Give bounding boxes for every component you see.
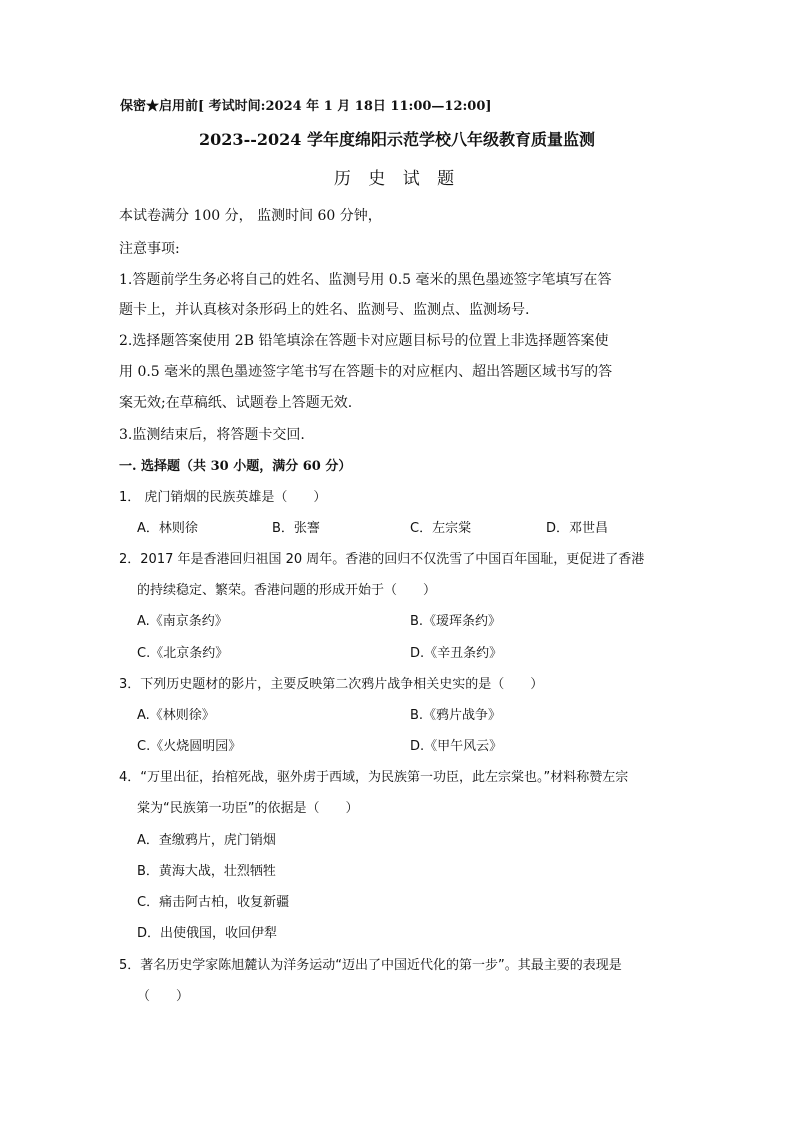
secret-line: 保密★启用前[ 考试时间:2024 年 1 月 18日 11:00—12:00]	[120, 99, 492, 114]
question-3-option-a: A.《林则徐》	[137, 708, 215, 723]
question-3-option-c: C.《火烧圆明园》	[137, 739, 242, 754]
question-3-option-d: D.《甲午风云》	[410, 739, 503, 754]
score-line: 本试卷满分 100 分， 监测时间 60 分钟，	[119, 208, 382, 224]
question-1-stem: 1． 虎门销烟的民族英雄是（ ）	[119, 490, 327, 505]
section1-heading: 一. 选择题（共 30 小题，满分 60 分）	[119, 459, 352, 474]
question-2-option-d: D.《辛丑条约》	[410, 646, 503, 661]
question-4-option-b: B．黄海大战，壮烈牺牲	[137, 864, 276, 879]
question-2-option-a: A.《南京条约》	[137, 614, 228, 629]
question-4-option-a: A．查缴鸦片，虎门销烟	[137, 833, 276, 848]
question-2-option-b: B.《瑷珲条约》	[410, 614, 502, 629]
question-2-stem-line1: 2．2017 年是香港回归祖国 20 周年。香港的回归不仅洗雪了中国百年国耻，更促进了香港	[119, 552, 645, 567]
note1-line1: 1.答题前学生务必将自己的姓名、监测号用 0.5 毫米的黑色墨迹签字笔填写在答	[119, 272, 612, 288]
question-4-stem-line2: 棠为“民族第一功臣”的依据是（ ）	[137, 801, 359, 816]
note2-line3: 案无效;在草稿纸、试题卷上答题无效.	[119, 395, 353, 411]
question-4-stem-line1: 4．“万里出征，抬棺死战，驱外虏于西域，为民族第一功臣，此左宗棠也。”材料称赞左宗	[119, 770, 629, 785]
question-2-stem-line2: 的持续稳定、繁荣。香港问题的形成开始于（ ）	[137, 583, 437, 598]
question-1-option-d: D．邓世昌	[546, 521, 609, 536]
exam-title: 2023--2024 学年度绵阳示范学校八年级教育质量监测	[199, 130, 595, 149]
exam-subtitle: 历 史 试 题	[333, 169, 461, 189]
note3: 3.监测结束后，将答题卡交回.	[119, 427, 305, 443]
question-2-option-c: C.《北京条约》	[137, 646, 229, 661]
question-4-option-c: C．痛击阿古柏，收复新疆	[137, 895, 290, 910]
question-5-stem-line2: （ ）	[137, 989, 190, 1004]
question-5-stem-line1: 5．著名历史学家陈旭麓认为洋务运动“迈出了中国近代化的第一步”。其最主要的表现是	[119, 958, 622, 973]
note2-line1: 2.选择题答案使用 2B 铅笔填涂在答题卡对应题目标号的位置上非选择题答案使	[119, 333, 609, 349]
note1-line2: 题卡上，并认真核对条形码上的姓名、监测号、监测点、监测场号.	[119, 302, 530, 318]
question-1-option-b: B．张謇	[272, 521, 320, 536]
note2-line2: 用 0.5 毫米的黑色墨迹签字笔书写在答题卡的对应框内、超出答题区域书写的答	[119, 364, 613, 380]
question-3-stem: 3．下列历史题材的影片，主要反映第二次鸦片战争相关史实的是（ ）	[119, 677, 544, 692]
question-1-option-c: C．左宗棠	[410, 521, 472, 536]
question-3-option-b: B.《鸦片战争》	[410, 708, 502, 723]
question-4-option-d: D．出使俄国，收回伊犁	[137, 926, 278, 941]
notes-label: 注意事项:	[119, 241, 180, 257]
question-1-option-a: A．林则徐	[137, 521, 198, 536]
